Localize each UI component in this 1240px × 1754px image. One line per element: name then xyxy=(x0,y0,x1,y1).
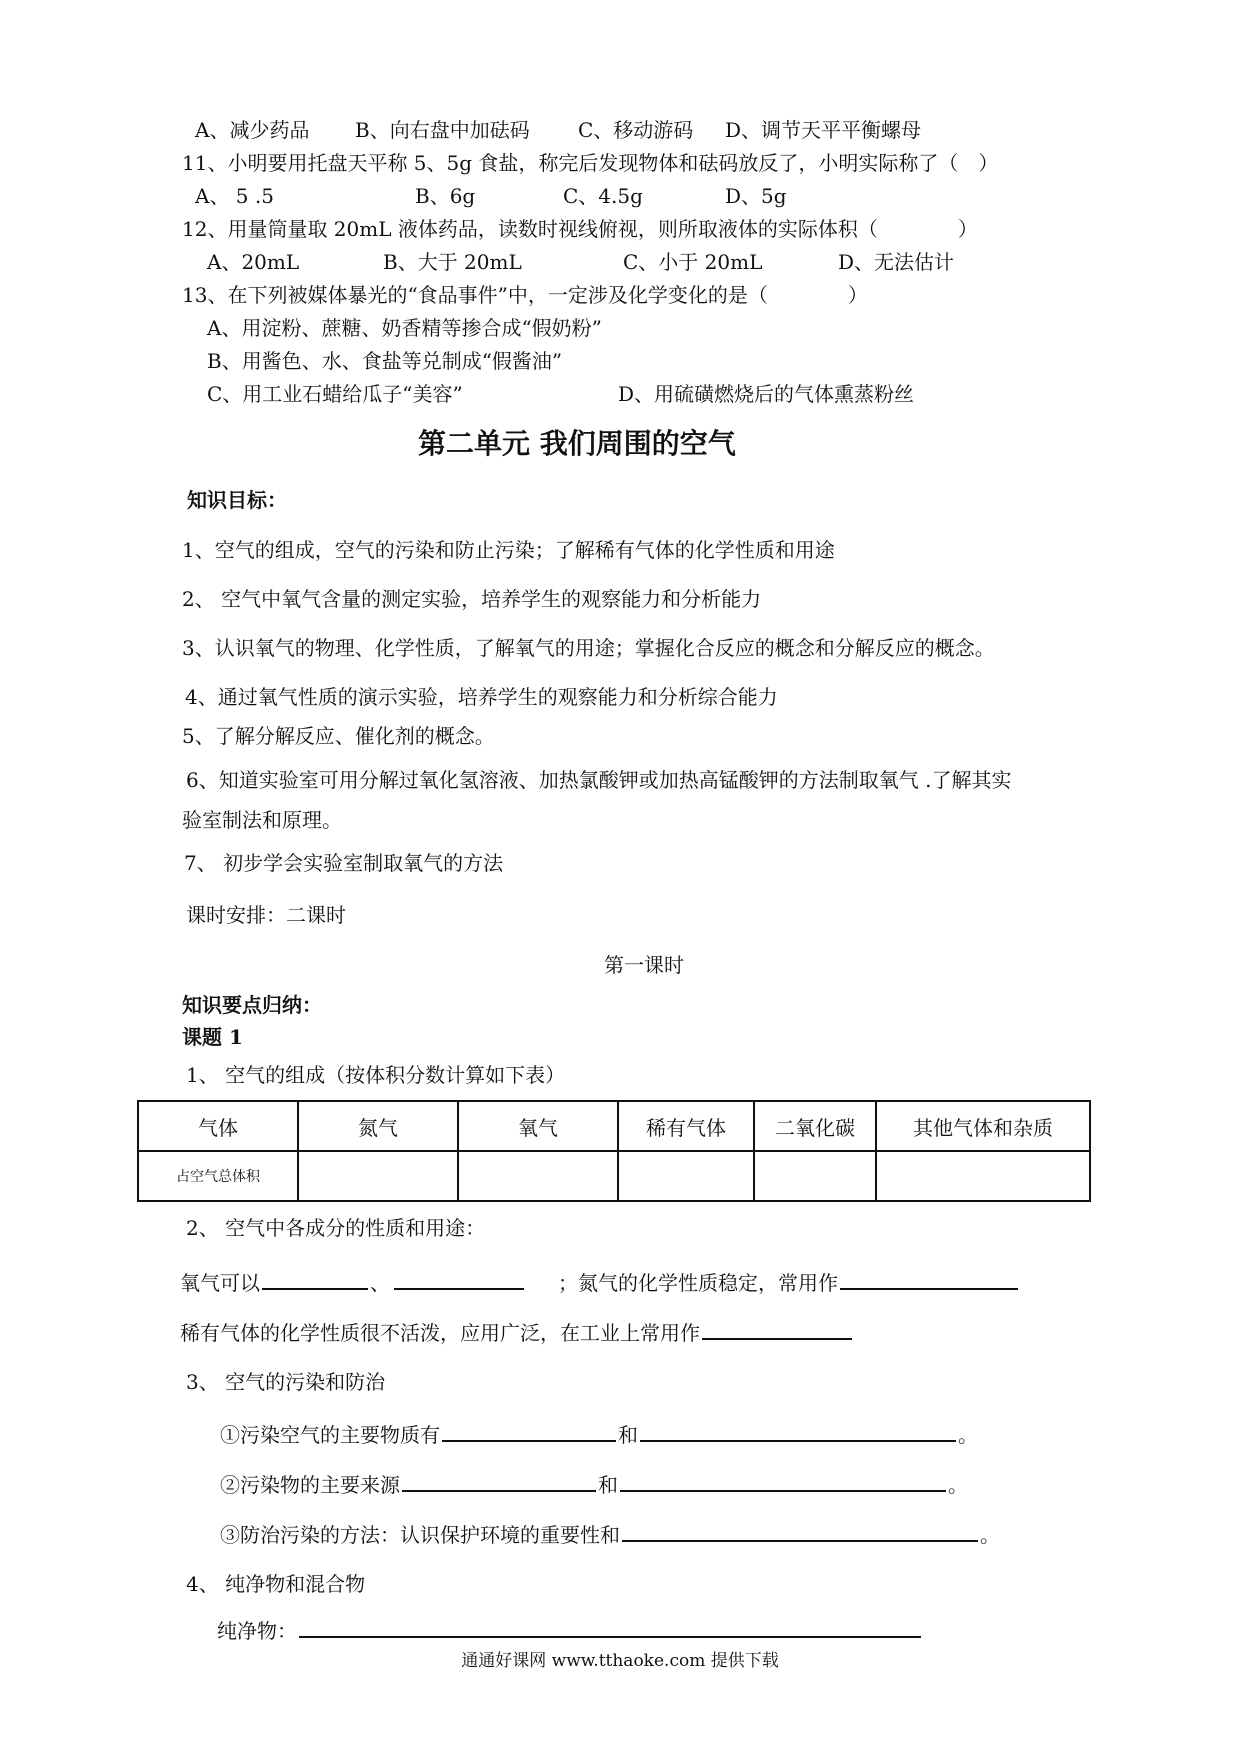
q13-option-d: D、用硫磺燃烧后的气体熏蒸粉丝 xyxy=(618,382,915,406)
q13-option-a: A、用淀粉、蔗糖、奶香精等掺合成“假奶粉” xyxy=(207,316,602,340)
q13-stem: 13、在下列被媒体暴光的“食品事件”中，一定涉及化学变化的是（ ） xyxy=(182,283,868,307)
q12-stem: 12、用量筒量取 20mL 液体药品，读数时视线俯视，则所取液体的实际体积（ ） xyxy=(182,217,978,241)
period: 。 xyxy=(980,1523,1000,1547)
q12-option-c: C、小于 20mL xyxy=(623,250,763,274)
table-header: 气体 xyxy=(138,1101,298,1151)
topic-label: 课题 1 xyxy=(182,1025,243,1049)
objective-7: 7、 初步学会实验室制取氧气的方法 xyxy=(184,851,504,875)
s2-nitrogen-label: ；氮气的化学性质稳定，常用作 xyxy=(558,1271,838,1295)
s3-item-3 xyxy=(220,1522,1000,1545)
blank-line xyxy=(299,1618,921,1638)
blank-line xyxy=(640,1422,956,1442)
section-4: 4、 纯净物和混合物 xyxy=(186,1572,366,1596)
objective-2: 2、 空气中氧气含量的测定实验，培养学生的观察能力和分析能力 xyxy=(182,587,762,611)
q10-option-c: C、移动游码 xyxy=(578,118,694,142)
table-cell xyxy=(876,1151,1090,1201)
objectives-heading: 知识目标： xyxy=(187,488,287,512)
objective-5: 5、了解分解反应、催化剂的概念。 xyxy=(182,724,495,748)
period: 。 xyxy=(948,1473,968,1497)
summary-heading: 知识要点归纳： xyxy=(182,993,322,1017)
s3-item-3-label: ③防治污染的方法：认识保护环境的重要性和 xyxy=(220,1523,620,1547)
q13-option-c: C、用工业石蜡给瓜子“美容” xyxy=(207,382,463,406)
objective-1: 1、空气的组成，空气的污染和防止污染；了解稀有气体的化学性质和用途 xyxy=(182,538,835,562)
q13-option-b: B、用酱色、水、食盐等兑制成“假酱油” xyxy=(207,349,563,373)
q11-stem: 11、小明要用托盘天平称 5、5g 食盐，称完后发现物体和砝码放反了，小明实际称了（ ） xyxy=(182,151,999,175)
blank-line xyxy=(402,1472,596,1492)
objective-3: 3、认识氧气的物理、化学性质，了解氧气的用途；掌握化合反应的概念和分解反应的概念。 xyxy=(182,636,995,660)
q10-option-b: B、向右盘中加砝码 xyxy=(355,118,530,142)
objective-6: 6、知道实验室可用分解过氧化氢溶液、加热氯酸钾或加热高锰酸钾的方法制取氧气 .了解其实 xyxy=(186,768,1012,792)
period: 。 xyxy=(958,1423,978,1447)
q12-option-a: A、20mL xyxy=(207,250,300,274)
q11-option-d: D、5g xyxy=(725,184,787,208)
section-3: 3、 空气的污染和防治 xyxy=(186,1370,386,1394)
table-cell xyxy=(618,1151,754,1201)
q12-option-d: D、无法估计 xyxy=(838,250,955,274)
blank-line xyxy=(622,1522,978,1542)
blank-line xyxy=(262,1270,368,1290)
s3-item-2-label: ②污染物的主要来源 xyxy=(220,1473,400,1497)
table-header: 氧气 xyxy=(458,1101,618,1151)
s3-item-1 xyxy=(220,1422,978,1445)
s2-noble-gas-label: 稀有气体的化学性质很不活泼，应用广泛，在工业上常用作 xyxy=(180,1321,700,1345)
s3-item-2 xyxy=(220,1472,968,1495)
q11-option-c: C、4.5g xyxy=(563,184,643,208)
and-label: 和 xyxy=(618,1423,638,1447)
s2-line-1 xyxy=(180,1270,1020,1293)
blank-line xyxy=(394,1270,524,1290)
table-cell xyxy=(298,1151,458,1201)
q10-option-a: A、减少药品 xyxy=(195,118,310,142)
schedule: 课时安排：二课时 xyxy=(186,903,346,927)
blank-line xyxy=(620,1472,946,1492)
table-header: 氮气 xyxy=(298,1101,458,1151)
table-cell xyxy=(754,1151,876,1201)
q10-option-d: D、调节天平平衡螺母 xyxy=(725,118,922,142)
objective-4: 4、通过氧气性质的演示实验，培养学生的观察能力和分析综合能力 xyxy=(185,685,778,709)
s2-separator: 、 xyxy=(370,1271,390,1295)
q11-option-b: B、6g xyxy=(415,184,476,208)
s3-item-1-label: ①污染空气的主要物质有 xyxy=(220,1423,440,1447)
table-cell xyxy=(458,1151,618,1201)
footer-credit: 通通好课网 www.tthaoke.com 提供下载 xyxy=(461,1651,779,1671)
s2-oxygen-label: 氧气可以 xyxy=(180,1271,260,1295)
blank-line xyxy=(840,1270,1018,1290)
section-2: 2、 空气中各成分的性质和用途： xyxy=(186,1216,486,1240)
and-label: 和 xyxy=(598,1473,618,1497)
objective-6-cont: 验室制法和原理。 xyxy=(182,808,342,832)
s2-line-2 xyxy=(180,1320,854,1343)
table-row-label: 占空气总体积 xyxy=(138,1151,298,1201)
air-composition-table xyxy=(137,1100,1091,1202)
blank-line xyxy=(442,1422,616,1442)
section-1: 1、 空气的组成（按体积分数计算如下表） xyxy=(186,1063,566,1087)
lesson-title: 第一课时 xyxy=(604,953,684,977)
pure-substance-line xyxy=(217,1618,923,1641)
q11-option-a: A、 5 .5 xyxy=(195,184,274,208)
pure-substance-label: 纯净物： xyxy=(217,1619,297,1643)
table-header: 其他气体和杂质 xyxy=(876,1101,1090,1151)
q12-option-b: B、大于 20mL xyxy=(383,250,522,274)
blank-line xyxy=(702,1320,852,1340)
table-header: 稀有气体 xyxy=(618,1101,754,1151)
unit-title: 第二单元 我们周围的空气 xyxy=(418,427,736,460)
table-header: 二氧化碳 xyxy=(754,1101,876,1151)
